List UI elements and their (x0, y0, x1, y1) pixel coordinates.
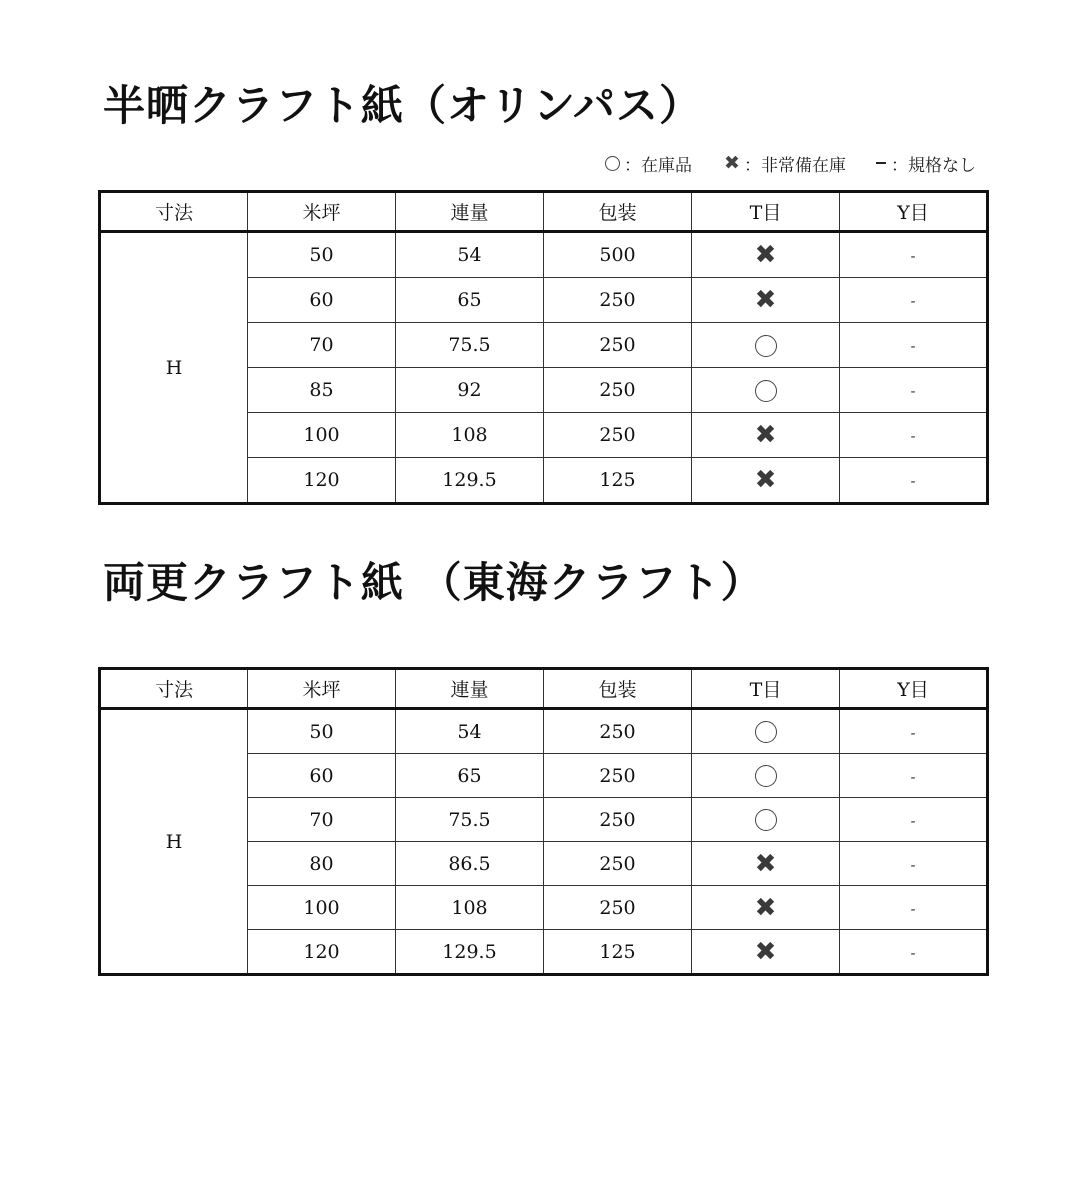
dash-icon: - (910, 769, 916, 786)
circle-icon (755, 809, 777, 831)
spec-table-semi-bleached (98, 190, 989, 505)
header-row (100, 669, 988, 709)
size-cell: H (100, 232, 248, 504)
ream-weight-cell: 54 (396, 709, 544, 754)
ream-weight-cell: 129.5 (396, 930, 544, 975)
basis-weight-cell: 85 (248, 368, 396, 413)
cross-icon: ✖ (754, 285, 777, 315)
ream-weight-cell: 86.5 (396, 842, 544, 886)
header-packaging: 包装 (544, 669, 692, 709)
y-grain-cell (840, 754, 988, 798)
ream-weight-cell: 75.5 (396, 323, 544, 368)
t-grain-cell (692, 413, 840, 458)
legend-label-non-stock: ：非常備在庫 (744, 155, 846, 176)
t-grain-cell (692, 709, 840, 754)
packaging-cell: 125 (544, 458, 692, 504)
ream-weight-cell: 92 (396, 368, 544, 413)
basis-weight-cell: 120 (248, 458, 396, 504)
ream-weight-cell: 129.5 (396, 458, 544, 504)
y-grain-cell (840, 278, 988, 323)
cross-icon: ✖ (754, 240, 777, 270)
legend-label-no-spec: ：規格なし (891, 155, 976, 176)
packaging-cell: 250 (544, 798, 692, 842)
y-grain-cell (840, 798, 988, 842)
packaging-cell: 250 (544, 413, 692, 458)
ream-weight-cell: 65 (396, 278, 544, 323)
dash-icon: - (910, 429, 916, 445)
t-grain-cell (692, 798, 840, 842)
cross-icon: ✖ (754, 892, 777, 923)
y-grain-cell (840, 709, 988, 754)
basis-weight-cell: 60 (248, 278, 396, 323)
header-basis-weight: 米坪 (248, 192, 396, 232)
legend-item-in-stock (605, 151, 692, 176)
y-grain-cell (840, 413, 988, 458)
cross-icon: ✖ (754, 936, 777, 967)
dash-icon: - (910, 857, 916, 874)
y-grain-cell (840, 368, 988, 413)
header-size: 寸法 (100, 192, 248, 232)
header-t-grain: T目 (692, 669, 840, 709)
ream-weight-cell: 75.5 (396, 798, 544, 842)
legend-label-in-stock: ：在庫品 (624, 155, 692, 176)
spec-table-unbleached (98, 667, 989, 976)
packaging-cell: 250 (544, 709, 692, 754)
header-y-grain: Y目 (840, 669, 988, 709)
packaging-cell: 250 (544, 323, 692, 368)
page-title-semi-bleached-kraft: 半晒クラフト紙（オリンパス） (103, 81, 703, 130)
basis-weight-cell: 100 (248, 413, 396, 458)
legend-item-non-stock (722, 151, 846, 176)
dash-icon: - (910, 339, 916, 355)
table-row (100, 709, 988, 754)
t-grain-cell (692, 886, 840, 930)
header-ream-weight: 連量 (396, 669, 544, 709)
t-grain-cell (692, 754, 840, 798)
cross-icon: ✖ (724, 152, 740, 174)
dash-icon: - (910, 813, 916, 830)
packaging-cell: 250 (544, 278, 692, 323)
y-grain-cell (840, 842, 988, 886)
dash-icon: - (910, 945, 916, 962)
dash-icon: - (910, 725, 916, 742)
cross-icon: ✖ (754, 465, 777, 495)
header-row (100, 192, 988, 232)
circle-icon (605, 156, 620, 171)
header-y-grain: Y目 (840, 192, 988, 232)
page-title-unbleached-kraft: 両更クラフト紙 （東海クラフト） (103, 558, 764, 607)
header-packaging: 包装 (544, 192, 692, 232)
cross-icon: ✖ (754, 420, 777, 450)
y-grain-cell (840, 323, 988, 368)
ream-weight-cell: 108 (396, 413, 544, 458)
packaging-cell: 125 (544, 930, 692, 975)
header-basis-weight: 米坪 (248, 669, 396, 709)
basis-weight-cell: 120 (248, 930, 396, 975)
dash-icon: - (910, 901, 916, 918)
ream-weight-cell: 108 (396, 886, 544, 930)
circle-icon (755, 335, 777, 357)
t-grain-cell (692, 232, 840, 278)
basis-weight-cell: 50 (248, 709, 396, 754)
t-grain-cell (692, 930, 840, 975)
legend-item-no-spec (876, 151, 976, 176)
packaging-cell: 500 (544, 232, 692, 278)
basis-weight-cell: 70 (248, 323, 396, 368)
basis-weight-cell: 70 (248, 798, 396, 842)
ream-weight-cell: 54 (396, 232, 544, 278)
t-grain-cell (692, 323, 840, 368)
ream-weight-cell: 65 (396, 754, 544, 798)
circle-icon (755, 765, 777, 787)
header-t-grain: T目 (692, 192, 840, 232)
circle-icon (755, 721, 777, 743)
packaging-cell: 250 (544, 368, 692, 413)
t-grain-cell (692, 842, 840, 886)
size-cell: H (100, 709, 248, 975)
stock-legend (605, 150, 976, 176)
header-ream-weight: 連量 (396, 192, 544, 232)
header-size: 寸法 (100, 669, 248, 709)
dash-icon: - (910, 384, 916, 400)
basis-weight-cell: 100 (248, 886, 396, 930)
y-grain-cell (840, 458, 988, 504)
y-grain-cell (840, 930, 988, 975)
t-grain-cell (692, 458, 840, 504)
t-grain-cell (692, 368, 840, 413)
basis-weight-cell: 50 (248, 232, 396, 278)
dash-icon: - (910, 474, 916, 490)
table-row (100, 232, 988, 278)
basis-weight-cell: 80 (248, 842, 396, 886)
packaging-cell: 250 (544, 842, 692, 886)
packaging-cell: 250 (544, 754, 692, 798)
packaging-cell: 250 (544, 886, 692, 930)
t-grain-cell (692, 278, 840, 323)
dash-icon: - (910, 294, 916, 310)
dash-icon: - (910, 249, 916, 265)
dash-icon (876, 162, 886, 164)
basis-weight-cell: 60 (248, 754, 396, 798)
circle-icon (755, 380, 777, 402)
cross-icon: ✖ (754, 848, 777, 879)
y-grain-cell (840, 886, 988, 930)
y-grain-cell (840, 232, 988, 278)
